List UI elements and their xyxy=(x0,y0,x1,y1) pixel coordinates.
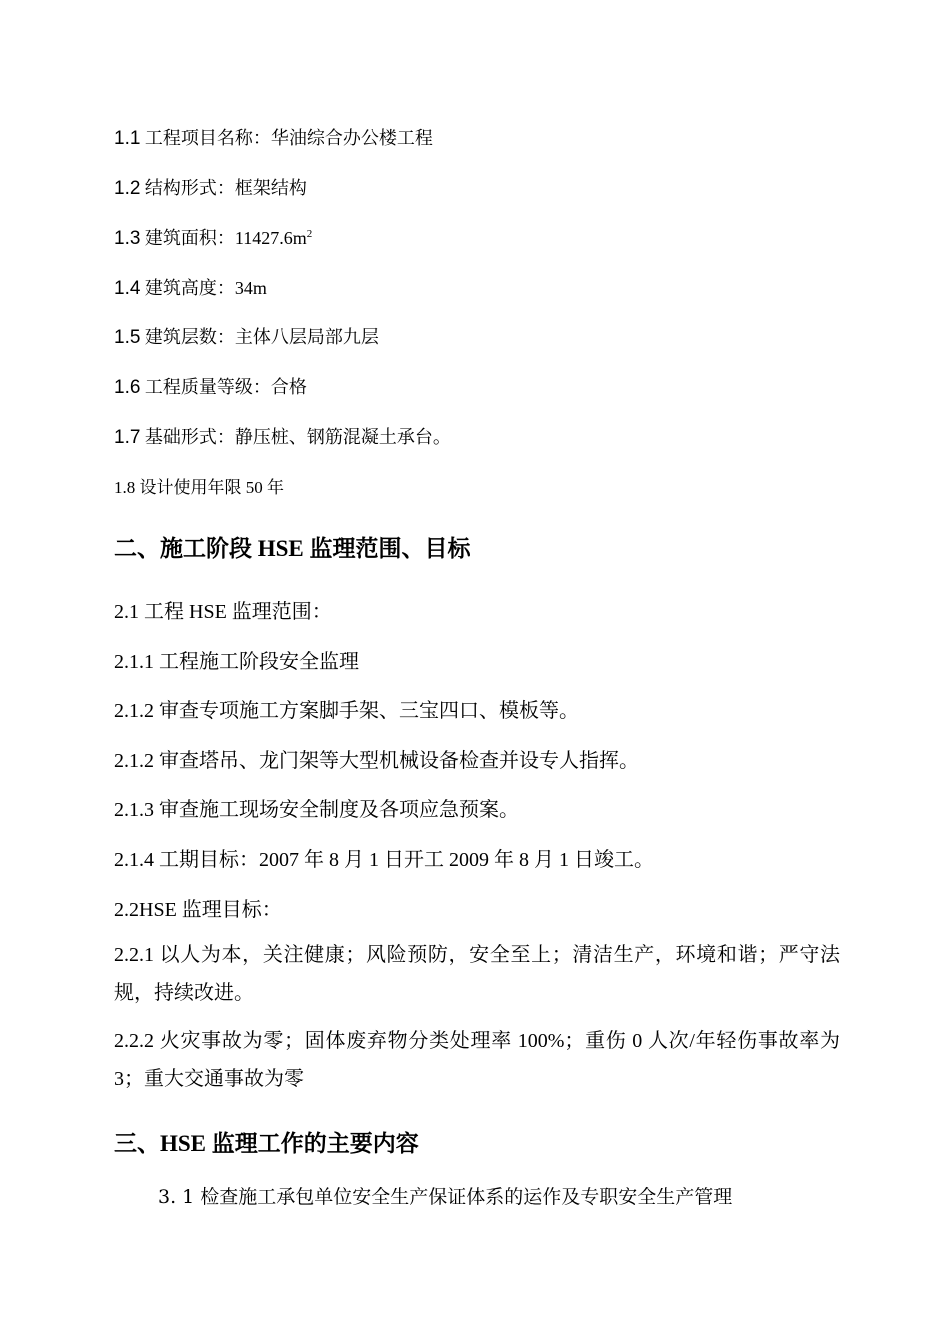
info-text: 建筑高度：34m xyxy=(140,278,267,298)
info-text: 建筑层数：主体八层局部九层 xyxy=(140,327,379,347)
info-line-1-2 xyxy=(114,174,307,200)
info-number: 1.2 xyxy=(114,178,141,199)
section-2-item: 2.1.2 审查专项施工方案脚手架、三宝四口、模板等。 xyxy=(114,700,579,722)
info-text: 工程项目名称：华油综合办公楼工程 xyxy=(140,128,433,148)
section-2-item: 2.1.2 审查塔吊、龙门架等大型机械设备检查并设专人指挥。 xyxy=(114,750,639,772)
section-2-item: 2.1.1 工程施工阶段安全监理 xyxy=(114,651,359,673)
section-2-item: 2.1 工程 HSE 监理范围： xyxy=(114,601,332,623)
section-2-item: 2.1.4 工期目标：2007 年 8 月 1 日开工 2009 年 8 月 1 日竣工。 xyxy=(114,849,654,871)
info-number: 1.3 xyxy=(114,228,141,249)
info-line-1-7 xyxy=(114,423,451,449)
info-text: 结构形式：框架结构 xyxy=(140,178,307,198)
section-2-item: 2.1.3 审查施工现场安全制度及各项应急预案。 xyxy=(114,799,519,821)
info-text: 工程质量等级：合格 xyxy=(140,377,307,397)
superscript: 2 xyxy=(306,228,313,240)
info-line-1-3 xyxy=(114,224,312,250)
section-2-heading: 二、施工阶段 HSE 监理范围、目标 xyxy=(114,536,471,561)
info-number: 1.1 xyxy=(114,128,141,149)
info-number: 1.6 xyxy=(114,377,141,398)
info-text: 基础形式：静压桩、钢筋混凝土承台。 xyxy=(140,427,451,447)
section-3-heading: 三、HSE 监理工作的主要内容 xyxy=(114,1131,419,1156)
section-2-item: 2.2HSE 监理目标： xyxy=(114,899,282,921)
section-3-item: 3. 1 检查施工承包单位安全生产保证体系的运作及专职安全生产管理 xyxy=(158,1186,733,1208)
info-line-1-8 xyxy=(114,473,284,498)
info-number: 1.4 xyxy=(114,278,141,299)
info-text: 建筑面积：11427.6m xyxy=(140,228,307,248)
section-2-paragraph-goals: 2.2.1 以人为本，关注健康；风险预防，安全至上；清洁生产，环境和谐；严守法规，持续改进。 xyxy=(114,944,840,1004)
info-number: 1.7 xyxy=(114,427,141,448)
section-2-paragraph-targets: 2.2.2 火灾事故为零；固体废弃物分类处理率 100%；重伤 0 人次/年轻伤事故率为 3；重大交通事故为零 xyxy=(114,1030,840,1090)
info-text: 1.8 设计使用年限 50 年 xyxy=(114,478,284,497)
info-line-1-6 xyxy=(114,373,307,399)
info-line-1-5 xyxy=(114,323,379,349)
info-number: 1.5 xyxy=(114,327,141,348)
info-line-1-4 xyxy=(114,274,267,300)
info-line-1-1 xyxy=(114,124,433,150)
